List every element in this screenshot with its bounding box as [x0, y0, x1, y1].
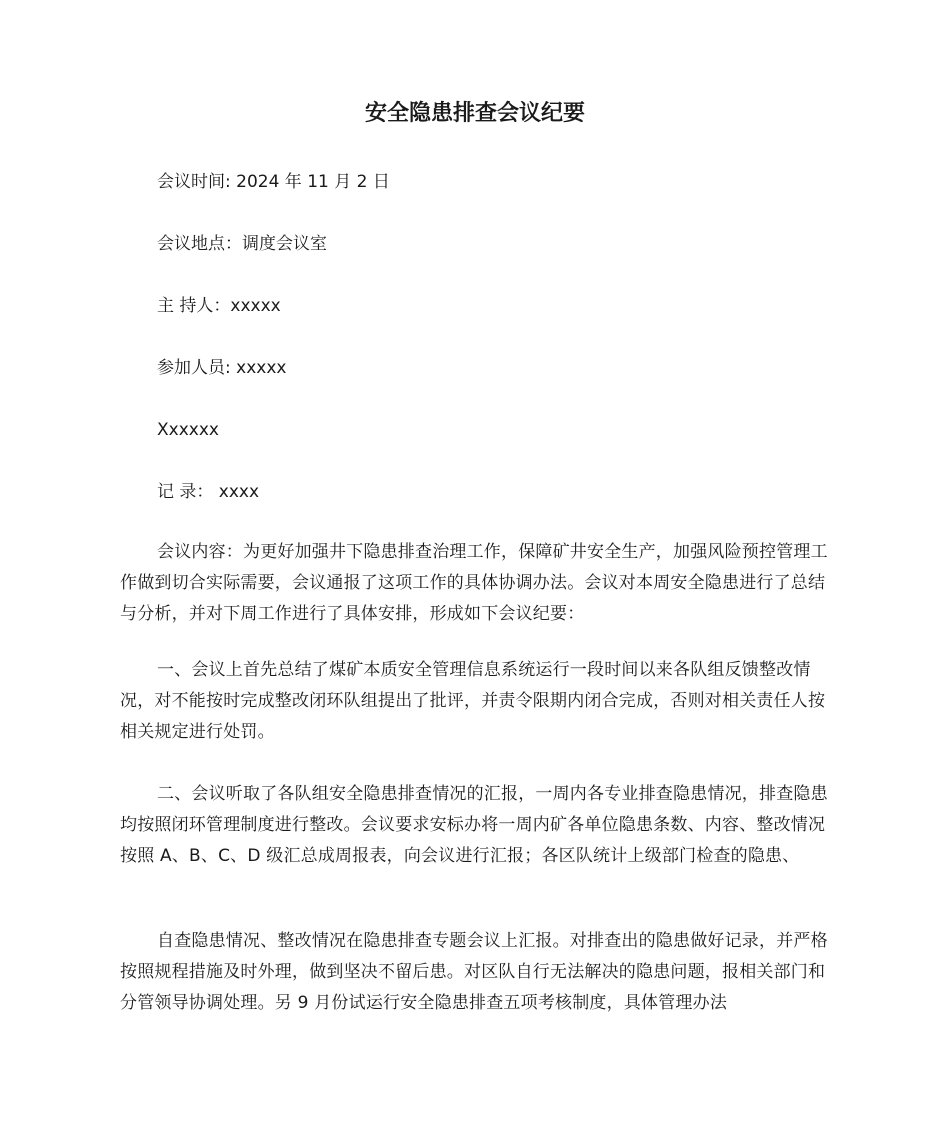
meeting-place: 会议地点：调度会议室 — [157, 234, 327, 254]
paragraph-item-one: 一、会议上首先总结了煤矿本质安全管理信息系统运行一段时间以来各队组反馈整改情况，对不能按时完成整改闭环队组提出了批评，并责令限期内闭合完成，否则对相关责任人按相关规定进行处罚。 — [120, 660, 826, 742]
paragraph-meeting-content: 会议内容：为更好加强井下隐患排查治理工作，保障矿井安全生产，加强风险预控管理工作做到切合实际需要，会议通报了这项工作的具体协调办法。会议对本周安全隐患进行了总结与分析，并对下周工作进行了具体安排，形成如下会议纪要： — [120, 542, 828, 624]
meeting-host: 主 持人：xxxxx — [157, 296, 281, 316]
meeting-time: 会议时间: 2024 年 11 月 2 日 — [157, 172, 390, 192]
paragraph-item-two: 二、会议听取了各队组安全隐患排查情况的汇报，一周内各专业排查隐患情况，排查隐患均按照闭环管理制度进行整改。会议要求安标办将一周内矿各单位隐患条数、内容、整改情况按照 A、B、C、D 级汇总成周报表，向会议进行汇报；各区队统计上级部门检查的隐患、 — [120, 784, 828, 866]
meeting-attendees-continued: Xxxxxx — [157, 420, 219, 440]
paragraph-item-two-continued: 自查隐患情况、整改情况在隐患排查专题会议上汇报。对排查出的隐患做好记录，并严格按照规程措施及时外理，做到坚决不留后患。对区队自行无法解决的隐患问题，报相关部门和分管领导协调处理。另 9 月份试运行安全隐患排查五项考核制度，具体管理办法 — [120, 931, 828, 1013]
document-title: 安全隐患排查会议纪要 — [364, 101, 585, 126]
meeting-recorder: 记 录： xxxx — [157, 482, 260, 502]
meeting-attendees: 参加人员: xxxxx — [157, 358, 287, 378]
